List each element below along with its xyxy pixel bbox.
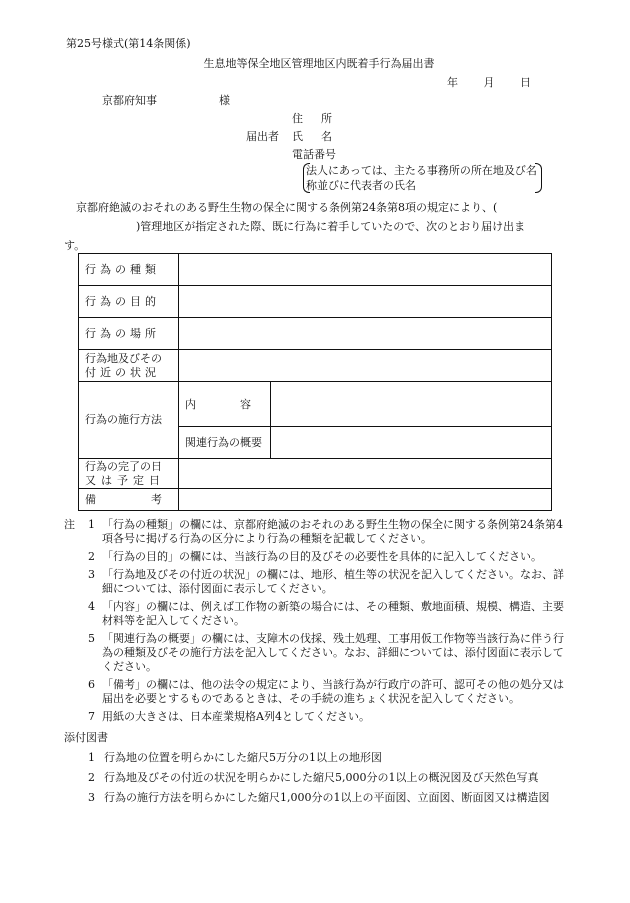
note-number: 1 <box>88 518 95 531</box>
note-item <box>64 568 564 596</box>
label-site-line-2: 付近の状況 <box>85 365 160 379</box>
note-item <box>64 710 564 724</box>
label-completion-line-2: 又は予定日 <box>85 473 165 487</box>
attachment-item <box>64 751 564 765</box>
address-label: 住所 <box>292 112 350 125</box>
honorific: 様 <box>219 94 230 107</box>
form-number: 第25号様式(第14条関係) <box>66 37 191 50</box>
application-table <box>78 253 552 511</box>
attachment-text: 行為地の位置を明らかにした縮尺5万分の1以上の地形図 <box>104 751 382 764</box>
note-number: 6 <box>88 678 95 691</box>
attachment-number: 3 <box>88 791 95 804</box>
attachments-heading: 添付図書 <box>64 731 108 744</box>
note-number: 3 <box>88 568 95 581</box>
field-method-content[interactable] <box>271 382 552 427</box>
attachment-number: 2 <box>88 771 95 784</box>
field-related-actions[interactable] <box>271 427 552 459</box>
notes-lead: 注 <box>64 518 75 531</box>
note-item <box>64 600 564 628</box>
body-paragraph <box>64 198 556 255</box>
corporation-note: 法人にあっては、主たる事務所の所在地及び名称並びに代表者の氏名 <box>306 164 537 192</box>
note-text: 「行為の目的」の欄には、当該行為の目的及びその必要性を具体的に記入してください。 <box>102 550 542 563</box>
body-line-1: 京都府絶滅のおそれのある野生生物の保全に関する条例第24条第8項の規定により、( <box>76 201 498 214</box>
note-text: 「内容」の欄には、例えば工作物の新築の場合には、その種類、敷地面積、規模、構造、主要材料等を記入してください。 <box>102 600 564 627</box>
note-text: 「行為の種類」の欄には、京都府絶滅のおそれのある野生生物の保全に関する条例第24条第4項各号に掲げる行為の区分により行為の種類を記載してください。 <box>102 518 563 545</box>
note-number: 4 <box>88 600 95 613</box>
phone-label: 電話番号 <box>292 148 336 161</box>
attachment-text: 行為地及びその付近の状況を明らかにした縮尺5,000分の1以上の概況図及び天然色写真 <box>104 771 539 784</box>
label-action-place: 行為の場所 <box>79 318 179 350</box>
label-method: 行為の施行方法 <box>79 382 179 459</box>
field-site-conditions[interactable] <box>179 350 552 382</box>
label-completion-date <box>79 459 179 489</box>
note-text: 「行為地及びその付近の状況」の欄には、地形、植生等の状況を記入してください。なお、詳細については、添付図面に表示してください。 <box>102 568 564 595</box>
note-number: 2 <box>88 550 95 563</box>
label-action-type: 行為の種類 <box>79 254 179 286</box>
body-line-3: す。 <box>64 239 86 252</box>
note-item <box>64 550 564 564</box>
label-site-line-1: 行為地及びその <box>85 351 162 365</box>
note-text: 用紙の大きさは、日本産業規格A列4としてください。 <box>102 710 370 723</box>
field-action-type[interactable] <box>179 254 552 286</box>
note-item <box>64 518 564 546</box>
note-text: 「関連行為の概要」の欄には、支障木の伐採、残土処理、工事用仮工作物等当該行為に伴う行為の種類及びその施行方法を記入してください。なお、詳細については、添付図面に表示してください。 <box>102 632 564 673</box>
attachment-text: 行為の施行方法を明らかにした縮尺1,000分の1以上の平面図、立面図、断面図又は構造図 <box>104 791 550 804</box>
label-completion-line-1: 行為の完了の日 <box>85 459 162 473</box>
date-line: 年 月 日 <box>447 76 531 89</box>
label-action-purpose: 行為の目的 <box>79 286 179 318</box>
body-line-2: )管理地区が指定された際、既に行為に着手していたので、次のとおり届け出ま <box>136 220 526 233</box>
attachment-item <box>64 791 564 805</box>
field-completion-date[interactable] <box>179 459 552 489</box>
attachment-number: 1 <box>88 751 95 764</box>
applicant-label: 届出者 <box>246 130 279 143</box>
note-item <box>64 632 564 674</box>
field-action-purpose[interactable] <box>179 286 552 318</box>
label-site-conditions <box>79 350 179 382</box>
label-related-actions: 関連行為の概要 <box>179 427 271 459</box>
document-title: 生息地等保全地区管理地区内既着手行為届出書 <box>203 57 435 70</box>
name-label: 氏名 <box>292 130 350 143</box>
attachment-item <box>64 771 564 785</box>
label-method-content: 内 容 <box>179 382 271 427</box>
note-number: 5 <box>88 632 95 645</box>
field-remarks[interactable] <box>179 489 552 511</box>
bracket-right <box>535 163 542 193</box>
label-remarks: 備 考 <box>79 489 179 511</box>
notes-section <box>64 518 564 811</box>
note-text: 「備考」の欄には、他の法令の規定により、当該行為が行政庁の許可、認可その他の処分又は届出を必要とするものであるときは、その手続の進ちょく状況を記入してください。 <box>102 678 564 705</box>
field-action-place[interactable] <box>179 318 552 350</box>
addressee: 京都府知事 <box>102 94 157 107</box>
note-item <box>64 678 564 706</box>
note-number: 7 <box>88 710 95 723</box>
